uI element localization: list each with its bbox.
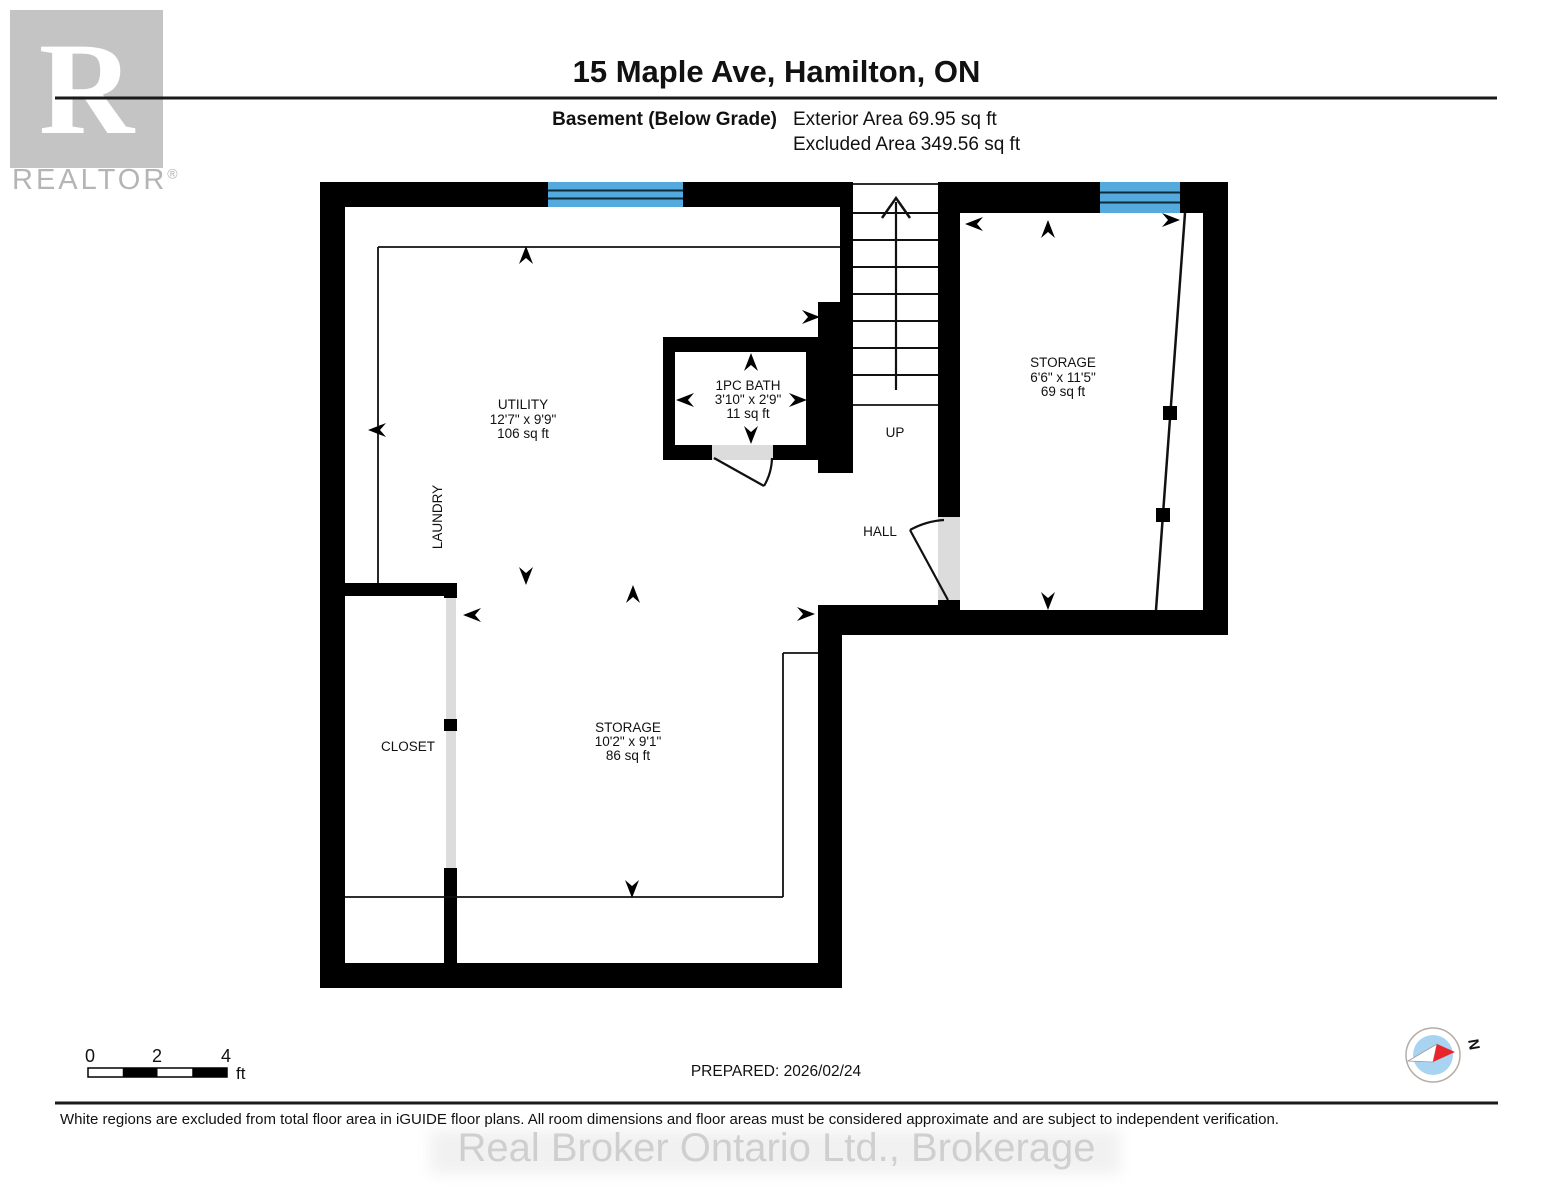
- wall: [663, 445, 712, 460]
- excluded-area-text: Excluded Area 349.56 sq ft: [793, 134, 1021, 155]
- dimension-arrows: [368, 213, 1180, 898]
- wall: [663, 337, 675, 460]
- wall: [320, 963, 842, 988]
- wall: [444, 719, 457, 731]
- watermark-text: Real Broker Ontario Ltd., Brokerage: [457, 1126, 1096, 1170]
- realtor-brand-text: REALTOR®: [12, 164, 178, 196]
- window-symbol-top-left: [548, 182, 683, 207]
- storage-bottom-area: 86 sq ft: [605, 748, 651, 763]
- north-label: N: [1464, 1037, 1483, 1052]
- floor-label: Basement (Below Grade): [552, 109, 777, 130]
- door-swing-hall: [910, 517, 960, 600]
- exterior-area-text: Exterior Area 69.95 sq ft: [793, 109, 997, 130]
- storage-right-dims: 6'6" x 11'5": [1030, 370, 1096, 385]
- window-symbol-top-right: [1100, 182, 1180, 213]
- utility-label: UTILITY: [497, 397, 549, 412]
- wall: [818, 605, 842, 988]
- wall: [938, 600, 960, 635]
- walls: [320, 182, 1228, 988]
- wall: [1203, 213, 1228, 610]
- disclaimer-text: White regions are excluded from total floor area in iGUIDE floor plans. All room dimensions and floor areas must be considered approximate and are subject to independent verification.: [60, 1111, 1279, 1128]
- storage-right-label: STORAGE: [1030, 355, 1096, 370]
- page-title: 15 Maple Ave, Hamilton, ON: [572, 54, 981, 89]
- wall: [773, 445, 820, 460]
- bath-label: 1PC BATH: [715, 378, 781, 393]
- up-label: UP: [885, 425, 905, 440]
- wall: [444, 868, 457, 963]
- bath-area: 11 sq ft: [726, 406, 770, 421]
- wall: [345, 583, 455, 596]
- laundry-label: LAUNDRY: [430, 484, 445, 550]
- wall: [1180, 182, 1228, 213]
- storage-bottom-dims: 10'2" x 9'1": [594, 734, 662, 749]
- realtor-logo-letter: R: [38, 15, 135, 162]
- storage-bottom-label: STORAGE: [595, 720, 661, 735]
- hall-label: HALL: [863, 524, 897, 539]
- room-labels: [381, 355, 1096, 763]
- floor-plan: [320, 182, 1228, 988]
- closet-sliding-door: [446, 598, 456, 868]
- support-post: [1156, 508, 1170, 522]
- scale-bar: [85, 1046, 246, 1083]
- utility-dims: 12'7" x 9'9": [489, 412, 557, 427]
- storage-right-area: 69 sq ft: [1040, 384, 1086, 399]
- bath-dims: 3'10" x 2'9": [714, 392, 782, 407]
- support-post: [1163, 406, 1177, 420]
- wall: [320, 182, 345, 988]
- scale-tick-4: 4: [220, 1046, 232, 1066]
- scale-tick-0: 0: [84, 1046, 96, 1066]
- wall: [663, 337, 820, 352]
- staircase: [853, 184, 938, 405]
- registered-mark: ®: [167, 165, 178, 182]
- scale-unit: ft: [236, 1064, 246, 1083]
- utility-area: 106 sq ft: [497, 426, 549, 441]
- wall: [938, 182, 1100, 213]
- prepared-date: PREPARED: 2026/02/24: [690, 1063, 862, 1080]
- compass-icon: [1406, 1028, 1483, 1082]
- wall: [683, 182, 853, 207]
- wall: [444, 583, 457, 598]
- storage-slant-line: [1156, 213, 1185, 610]
- wall: [818, 302, 853, 473]
- scale-tick-2: 2: [151, 1046, 163, 1066]
- wall: [320, 182, 548, 207]
- wall: [806, 337, 818, 460]
- wall: [938, 182, 960, 517]
- closet-label: CLOSET: [380, 739, 436, 754]
- wall: [960, 610, 1228, 635]
- door-swing-bath: [712, 445, 773, 486]
